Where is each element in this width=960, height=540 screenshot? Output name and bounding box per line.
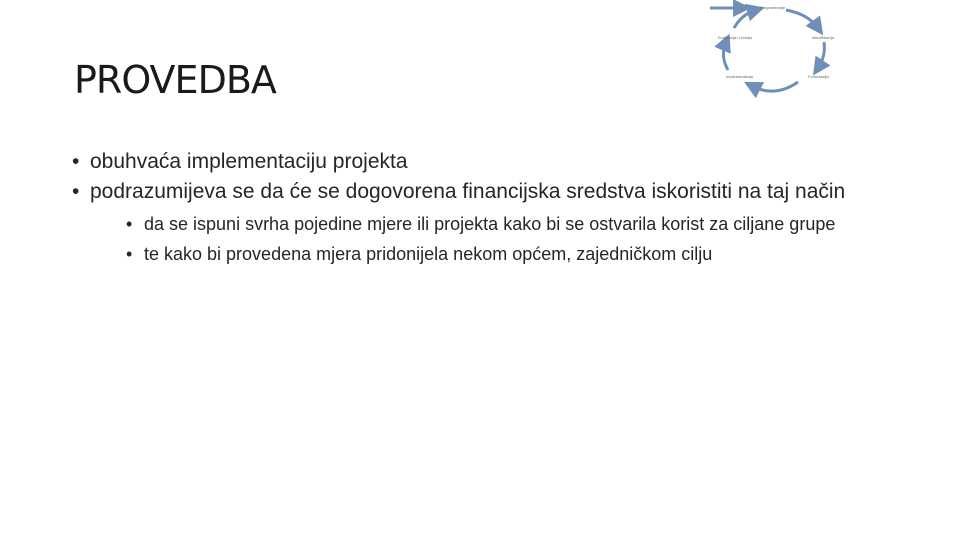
bullet-text: obuhvaća implementaciju projekta	[90, 150, 408, 173]
bullet-item	[72, 148, 912, 176]
cycle-arrow-bottom	[752, 82, 798, 91]
bullet-item	[72, 178, 912, 266]
cycle-label-formulacija: Formulacija	[808, 74, 829, 79]
bullet-dot-icon: •	[126, 244, 133, 264]
cycle-label-identifikacija: Identifikacija	[812, 35, 835, 40]
bullet-list	[72, 148, 912, 272]
sub-bullet-item	[126, 212, 912, 236]
bullet-dot-icon: •	[126, 214, 133, 234]
bullet-dot-icon: •	[72, 150, 80, 173]
cycle-arrow-left	[723, 42, 728, 70]
cycle-label-programiranje: Programiranje	[760, 5, 786, 10]
sub-bullet-item	[126, 242, 912, 266]
sub-bullet-text: da se ispuni svrha pojedine mjere ili projekta kako bi se ostvarila korist za ciljane grupe	[144, 214, 836, 234]
bullet-dot-icon: •	[72, 180, 80, 203]
cycle-label-evaluacija: Evaluacija i revizija	[718, 35, 752, 40]
sub-bullet-list	[90, 212, 912, 266]
cycle-label-implementacija: Implementacija	[726, 74, 753, 79]
cycle-arrow-right	[818, 42, 824, 68]
cycle-arrow-top-left	[734, 10, 756, 28]
cycle-arrow-top-right	[786, 10, 818, 28]
bullet-text: podrazumijeva se da će se dogovorena financijska sredstva iskoristiti na taj način	[90, 180, 846, 203]
sub-bullet-text: te kako bi provedena mjera pridonijela nekom općem, zajedničkom cilju	[144, 244, 713, 264]
project-cycle-diagram	[700, 0, 850, 100]
slide-title: PROVEDBA	[74, 58, 276, 102]
